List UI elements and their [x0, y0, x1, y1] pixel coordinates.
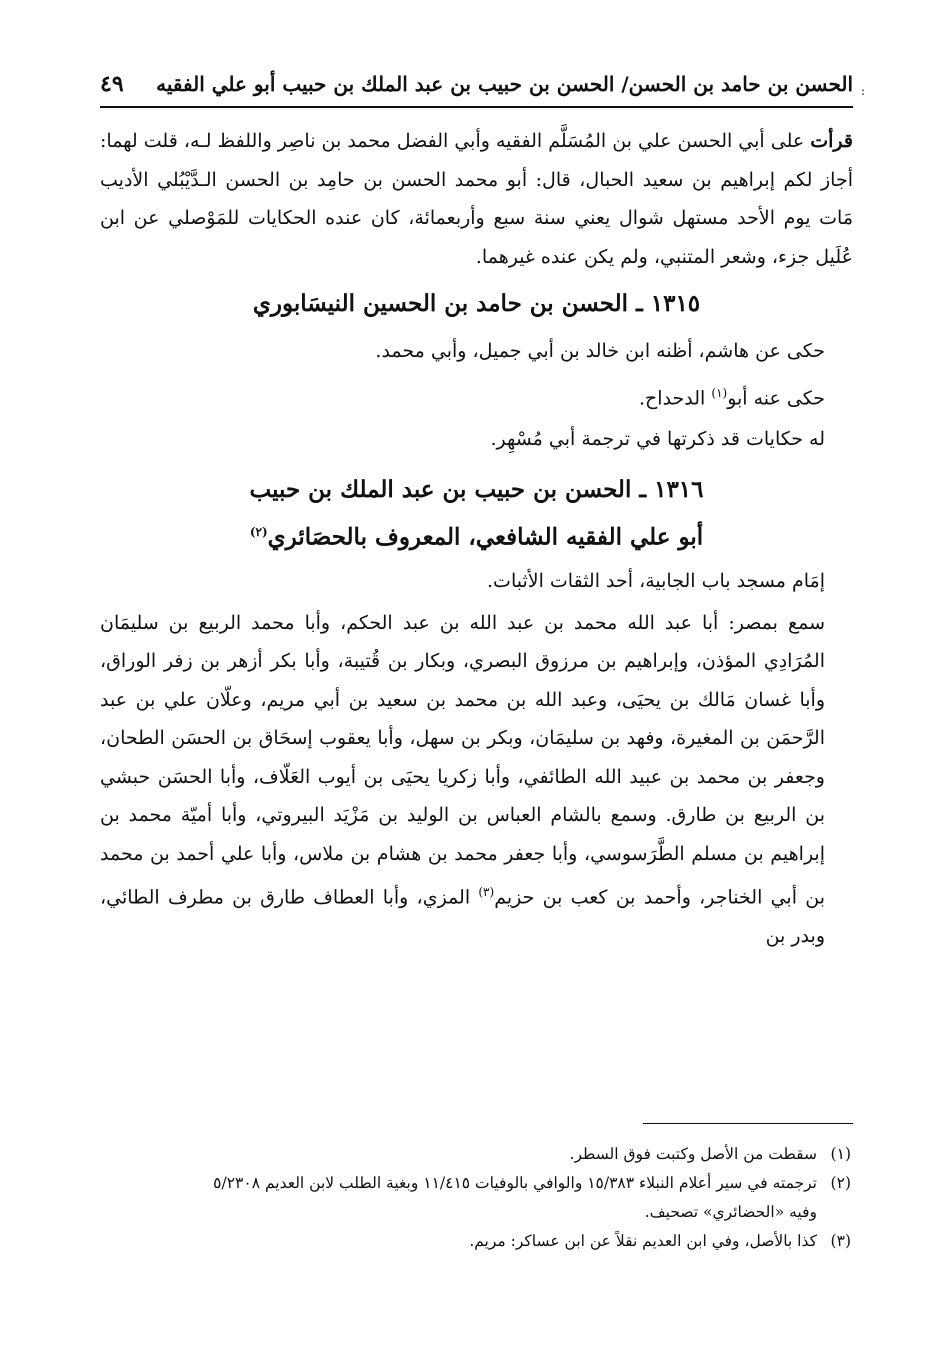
header-rule	[100, 106, 853, 108]
margin-mark: :	[860, 84, 865, 98]
footnotes	[100, 1140, 851, 1256]
footnote-ref-2: (٢)	[249, 524, 268, 539]
footnote-2	[100, 1169, 851, 1227]
footnote-text	[100, 1140, 817, 1169]
footnote-mark: (١)	[830, 1145, 851, 1163]
footnote-ref-1: (١)	[711, 385, 728, 400]
entry-1316-title	[100, 469, 853, 559]
entry-1315-title: ١٣١٥ ـ الحسن بن حامد بن الحسين النيسَابوري	[252, 290, 701, 317]
footnote-line: سقطت من الأصل وكتبت فوق السطر.	[569, 1145, 817, 1163]
entry-1315-line-2-b: الدحداح.	[638, 386, 712, 409]
entry-1315-line-1: حكى عن هاشم، أظنه ابن خالد بن أبي جميل، وأبي محمد.	[375, 340, 825, 362]
footnote-ref-3: (٣)	[478, 885, 495, 900]
entry-1315-line-3: له حكايات قد ذكرتها في ترجمة أبي مُسْهِر.	[490, 428, 825, 451]
entry-1315-line-2	[100, 374, 853, 418]
running-title: الحسن بن حامد بن الحسن/ الحسن بن حبيب بن عبد الملك بن حبيب أبو علي الفقيه	[156, 72, 853, 96]
footnote-mark: (٢)	[830, 1174, 851, 1192]
footnote-1	[100, 1140, 851, 1169]
footnote-line: كذا بالأصل، وفي ابن العديم نقلاً عن ابن عساكر: مريم.	[469, 1232, 817, 1250]
entry-1316-paragraph	[100, 604, 853, 956]
page-header	[100, 62, 853, 106]
footnote-3	[100, 1227, 851, 1256]
footnote-mark: (٣)	[830, 1232, 851, 1250]
entry-1316-title-line-1: ١٣١٦ ـ الحسن بن حبيب بن عبد الملك بن حبيب	[249, 475, 704, 503]
previous-entry-text: على أبي الحسن علي بن المُسَلَّم الفقيه وأبي الفضل محمد بن ناصِر واللفظ لـه، قلت لهما: أجاز لكم إبراهيم بن سعيد الحبال، قال: أبو محمد الحسن بن حامِد بن الحسن الـدَّيْبُلي الأديب مَات يوم الأحد مستهل شوال يعني سنة سبع وأربعمائة، كان عنده الحكايات للمَوْصلي عن ابن عُلَيل جزء، وشعر المتنبي، ولم يكن عنده غيرهما.	[100, 130, 853, 268]
previous-entry-tail	[100, 122, 853, 276]
entry-1316-title-line-2-text: أبو علي الفقيه الشافعي، المعروف بالحصَائري	[267, 523, 704, 551]
footnote-line: ترجمته في سير أعلام النبلاء ١٥/٣٨٣ والوافي بالوفيات ١١/٤١٥ وبغية الطلب لابن العديم ٥/٢٣٠٨	[213, 1174, 817, 1192]
entry-1316-intro: إمَام مسجد باب الجابية، أحد الثقات الأثبات.	[487, 570, 825, 593]
footnote-text	[100, 1169, 817, 1227]
entry-1316-paragraph-b: المزي، وأبا العطاف طارق بن مطرف الطائي، وبدر بن	[100, 886, 825, 948]
entry-1315-line-2-a: حكى عنه أبو	[727, 386, 825, 409]
footnote-text	[100, 1227, 817, 1256]
lead-word: قرأت	[810, 130, 853, 152]
entry-1316-paragraph-a: سمع بمصر: أبا عبد الله محمد بن عبد الله بن عبد الحكم، وأبا محمد الربيع بن سليمَان المُرَادِي المؤذن، وإبراهيم بن مرزوق البصري، وبكار بن قُتيبة، وأبا بكر أزهر بن زفر الوراق، وأبا غسان مَالك بن يحيَى، وعبد الله بن محمد بن سعيد بن أبي مريم، وعلّان علي بن عبد الرَّحمَن بن المغيرة، وفهد بن سليمَان، وبكر بن سهل، وأبا يعقوب إسحَاق بن الحسَن الطحان، وجعفر بن محمد بن عبيد الله الطائفي، وأبا زكريا يحيَى بن أيوب العَلّاف، وأبا الحسَن حبشي بن الربيع بن طارق. وسمع بالشام العباس بن الوليد بن مَزْيَد البيروتي، وأبا أميّة محمد بن إبراهيم بن مسلم الطَّرَسوسي، وأبا جعفر محمد بن هشام بن ملاس، وأبا علي أحمد بن محمد بن أبي الخناجر، وأحمد بن كعب بن حزيم	[100, 611, 826, 909]
footnote-rule	[643, 1123, 853, 1124]
footnote-line: وفيه «الحضائري» تصحيف.	[644, 1203, 817, 1221]
main-text	[100, 122, 853, 956]
entry-1316-title-line-2	[100, 511, 853, 559]
page-number: ٤٩	[100, 71, 124, 97]
